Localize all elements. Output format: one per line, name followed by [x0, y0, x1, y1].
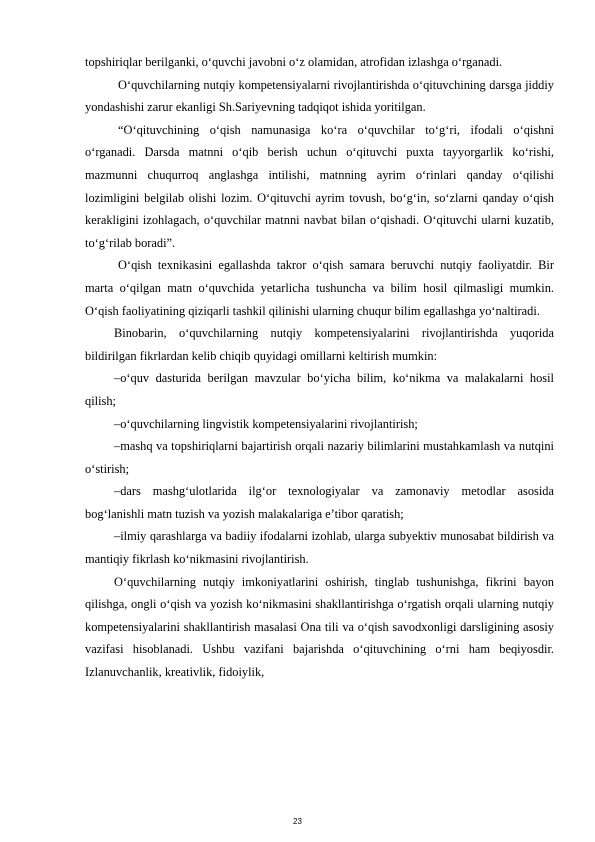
list-item: –o‘quvchilarning lingvistik kompetensiyalarini rivojlantirish;	[114, 416, 418, 431]
paragraph-continued: topshiriqlar berilganki, o‘quvchi javobni o‘z olamidan, atrofidan izlashga o‘rganadi.	[85, 55, 503, 69]
page-number: 23	[293, 817, 302, 826]
paragraph: Binobarin, o‘quvchilarning nutqiy kompetensiyalarini rivojlantirishda yuqorida bildirilgan fikrlardan kelib chiqib quyidagi omillarni keltirish mumkin:	[85, 326, 554, 363]
paragraph: O‘qish texnikasini egallashda takror o‘qish samara beruvchi nutqiy faoliyatdir. Bir marta o‘qilgan matn o‘quvchida yetarlicha tushuncha va bilim hosil qilmasligi mumkin. O‘qish faoliyatining qiziqarli tashkil qilinishi ularning chuqur bilim egallashga yo‘naltiradi.	[85, 258, 554, 318]
list-item: –dars mashg‘ulotlarida ilg‘or texnologiyalar va zamonaviy metodlar asosida bog‘lanishli matn tuzish va yozish malakalariga e’tibor qaratish;	[85, 484, 554, 521]
list-item: –mashq va topshiriqlarni bajartirish orqali nazariy bilimlarini mustahkamlash va nutqini o‘stirish;	[85, 439, 554, 476]
quote-paragraph: “O‘qituvchining o‘qish namunasiga ko‘ra o‘quvchilar to‘g‘ri, ifodali o‘qishni o‘rganadi. Darsda matnni o‘qib berish uchun o‘qituvchi puxta tayyorgarlik ko‘rishi, mazmunni chuqurroq anglashga intilishi, matnning ayrim o‘rinlari qanday o‘qilishi lozimligini belgilab olishi lozim. O‘qituvchi ayrim tovush, bo‘g‘in, so‘zlarni qanday o‘qish kerakligini izohlagach, o‘quvchilar matnni navbat bilan o‘qishadi. O‘qituvchi ularni kuzatib, to‘g‘rilab boradi”.	[85, 122, 554, 250]
list-item: –ilmiy qarashlarga va badiiy ifodalarni izohlab, ularga subyektiv munosabat bildirish va mantiqiy fikrlash ko‘nikmasini rivojlantirish.	[85, 529, 554, 567]
body-text	[85, 51, 554, 684]
paragraph: O‘quvchilarning nutqiy imkoniyatlarini oshirish, tinglab tushunishga, fikrini bayon qilishga, ongli o‘qish va yozish ko‘nikmasini shakllantirishga o‘rgatish orqali ularning nutqiy kompetensiyalarini shakllantirish masalasi Ona tili va o‘qish savodxonligi darsligining asosiy vazifasi hisoblanadi. Ushbu vazifani bajarishda o‘qituvchining o‘rni ham beqiyosdir. Izlanuvchanlik, kreativlik, fidoiylik,	[85, 574, 554, 680]
list-item: –o‘quv dasturida berilgan mavzular bo‘yicha bilim, ko‘nikma va malakalarni hosil qilish;	[85, 371, 554, 408]
paragraph: O‘quvchilarning nutqiy kompetensiyalarni rivojlantirishda o‘qituvchining darsga jiddiy yondashishi zarur ekanligi Sh.Sariyevning tadqiqot ishida yoritilgan.	[85, 77, 554, 115]
